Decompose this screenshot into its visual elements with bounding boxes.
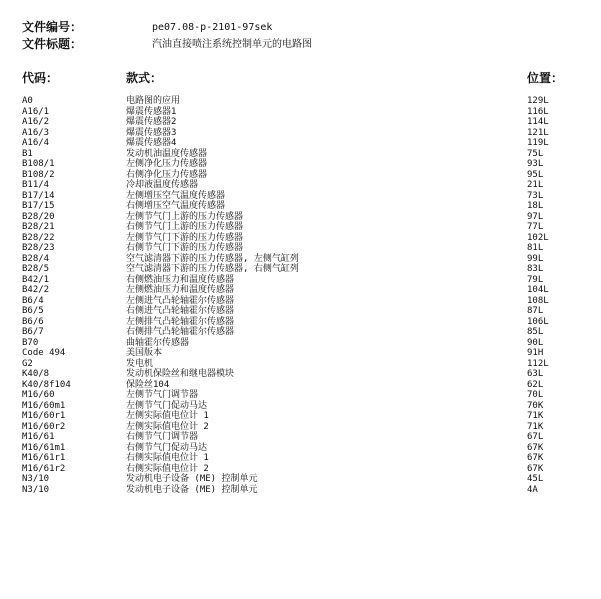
component-code: B28/20 — [22, 211, 55, 222]
component-position: 67K — [527, 442, 544, 453]
table-row — [0, 464, 601, 475]
component-table — [0, 96, 601, 495]
doc-number-value: pe07.08-p-2101-97sek — [152, 22, 273, 33]
component-code: N3/10 — [22, 484, 50, 495]
component-description: 右侧燃油压力和温度传感器 — [126, 274, 235, 285]
component-description: 右侧增压空气温度传感器 — [126, 201, 226, 211]
component-position: 62L — [527, 379, 544, 390]
component-position: 85L — [527, 327, 544, 337]
table-row — [0, 380, 601, 391]
component-description: 保险丝104 — [126, 379, 170, 390]
component-position: 119L — [527, 138, 549, 148]
component-code: B6/5 — [22, 306, 44, 316]
component-code: A16/1 — [22, 106, 50, 117]
component-position: 112L — [527, 358, 549, 369]
component-code: M16/60m1 — [22, 400, 66, 411]
component-code: M16/61m1 — [22, 442, 66, 453]
table-row — [0, 317, 601, 328]
column-header-code: 代码： — [22, 71, 59, 85]
component-description: 左侧节气门调节器 — [126, 390, 199, 400]
component-code: B42/2 — [22, 285, 50, 295]
component-code: B28/5 — [22, 264, 50, 274]
table-row — [0, 348, 601, 359]
component-position: 95L — [527, 169, 544, 180]
table-row — [0, 275, 601, 286]
component-code: Code 494 — [22, 348, 66, 358]
component-code: A16/4 — [22, 138, 50, 148]
component-description: 发电机 — [126, 358, 154, 369]
table-row — [0, 401, 601, 412]
component-description: 左侧燃油压力和温度传感器 — [126, 285, 235, 295]
table-row — [0, 201, 601, 212]
component-code: M16/61 — [22, 432, 55, 442]
component-description: 右侧节气门促动马达 — [126, 442, 208, 453]
table-row — [0, 212, 601, 223]
component-position: 45L — [527, 474, 544, 484]
component-code: B108/1 — [22, 159, 55, 169]
table-row — [0, 180, 601, 191]
component-code: B17/14 — [22, 190, 55, 201]
table-row — [0, 243, 601, 254]
component-description: 右侧节气门上游的压力传感器 — [126, 222, 244, 232]
table-row — [0, 107, 601, 118]
component-code: B28/4 — [22, 253, 50, 264]
component-position: 93L — [527, 159, 544, 169]
component-description: 曲轴霍尔传感器 — [126, 337, 190, 348]
component-position: 91H — [527, 348, 544, 358]
component-position: 114L — [527, 117, 549, 127]
component-code: B1 — [22, 148, 33, 159]
component-position: 116L — [527, 106, 549, 117]
component-description: 爆震传感器1 — [126, 106, 177, 117]
doc-title-value: 汽油直接喷注系统控制单元的电路图 — [152, 39, 312, 50]
component-code: M16/60 — [22, 390, 55, 400]
component-description: 电路图的应用 — [126, 96, 181, 106]
component-description: 发动机保险丝和继电器模块 — [126, 369, 235, 379]
component-code: A16/3 — [22, 127, 50, 138]
component-position: 121L — [527, 127, 549, 138]
table-row — [0, 222, 601, 233]
component-position: 67L — [527, 432, 544, 442]
component-code: M16/60r1 — [22, 411, 66, 421]
component-description: 右侧进气凸轮轴霍尔传感器 — [126, 306, 235, 316]
table-row — [0, 443, 601, 454]
component-description: 左侧增压空气温度传感器 — [126, 190, 226, 201]
table-row — [0, 296, 601, 307]
table-row — [0, 453, 601, 464]
table-row — [0, 338, 601, 349]
component-code: B6/7 — [22, 327, 44, 337]
component-description: 发动机电子设备 (ME) 控制单元 — [126, 474, 258, 484]
table-row — [0, 254, 601, 265]
table-row — [0, 390, 601, 401]
component-description: 左侧实际值电位计 1 — [126, 411, 209, 421]
component-code: B6/4 — [22, 295, 44, 306]
table-row — [0, 170, 601, 181]
table-row — [0, 432, 601, 443]
table-row — [0, 359, 601, 370]
component-description: 左侧节气门上游的压力传感器 — [126, 211, 244, 222]
component-position: 104L — [527, 285, 549, 295]
component-position: 99L — [527, 253, 544, 264]
component-description: 左侧净化压力传感器 — [126, 159, 208, 169]
component-position: 106L — [527, 316, 549, 327]
component-code: B28/21 — [22, 222, 55, 232]
component-description: 发动机油温度传感器 — [126, 148, 208, 159]
component-description: 爆震传感器3 — [126, 127, 177, 138]
component-position: 79L — [527, 274, 544, 285]
component-position: 87L — [527, 306, 544, 316]
component-code: B28/23 — [22, 243, 55, 253]
component-code: B28/22 — [22, 232, 55, 243]
component-code: G2 — [22, 358, 33, 369]
table-row — [0, 411, 601, 422]
component-position: 77L — [527, 222, 544, 232]
table-row — [0, 159, 601, 170]
component-description: 空气滤清器下游的压力传感器, 左侧气缸列 — [126, 253, 299, 264]
component-position: 70K — [527, 400, 544, 411]
component-position: 71K — [527, 411, 544, 421]
table-row — [0, 191, 601, 202]
table-row — [0, 474, 601, 485]
component-description: 发动机电子设备 (ME) 控制单元 — [126, 484, 258, 495]
component-code: M16/60r2 — [22, 421, 66, 432]
table-row — [0, 128, 601, 139]
component-code: B11/4 — [22, 180, 50, 190]
table-row — [0, 369, 601, 380]
component-description: 左侧实际值电位计 2 — [126, 421, 209, 432]
table-row — [0, 96, 601, 107]
table-row — [0, 264, 601, 275]
component-description: 冷却液温度传感器 — [126, 180, 199, 190]
component-description: 美国版本 — [126, 348, 163, 358]
component-position: 75L — [527, 148, 544, 159]
column-header-description: 款式： — [126, 71, 163, 85]
table-row — [0, 422, 601, 433]
table-row — [0, 327, 601, 338]
component-position: 83L — [527, 264, 544, 274]
component-position: 70L — [527, 390, 544, 400]
component-description: 左侧节气门促动马达 — [126, 400, 208, 411]
table-row — [0, 138, 601, 149]
component-code: A0 — [22, 96, 33, 106]
component-code: B70 — [22, 337, 39, 348]
component-position: 67K — [527, 463, 544, 474]
table-row — [0, 306, 601, 317]
component-description: 空气滤清器下游的压力传感器, 右侧气缸列 — [126, 264, 299, 274]
component-description: 左侧排气凸轮轴霍尔传感器 — [126, 316, 235, 327]
component-description: 右侧实际值电位计 2 — [126, 463, 209, 474]
component-description: 右侧实际值电位计 1 — [126, 453, 209, 463]
component-position: 81L — [527, 243, 544, 253]
table-row — [0, 233, 601, 244]
table-row — [0, 149, 601, 160]
component-description: 爆震传感器2 — [126, 117, 177, 127]
component-position: 73L — [527, 190, 544, 201]
component-position: 18L — [527, 201, 544, 211]
doc-number-label: 文件编号： — [22, 20, 83, 34]
component-description: 右侧节气门调节器 — [126, 432, 199, 442]
component-code: M16/61r1 — [22, 453, 66, 463]
component-description: 右侧净化压力传感器 — [126, 169, 208, 180]
component-position: 102L — [527, 232, 549, 243]
component-code: B108/2 — [22, 169, 55, 180]
column-header-position: 位置： — [527, 71, 564, 85]
component-code: N3/10 — [22, 474, 50, 484]
component-description: 左侧节气门下游的压力传感器 — [126, 232, 244, 243]
component-code: B42/1 — [22, 274, 50, 285]
component-code: M16/61r2 — [22, 463, 66, 474]
component-code: K40/8f104 — [22, 379, 71, 390]
component-code: B17/15 — [22, 201, 55, 211]
component-description: 左侧进气凸轮轴霍尔传感器 — [126, 295, 235, 306]
component-position: 67K — [527, 453, 544, 463]
component-position: 21L — [527, 180, 544, 190]
component-position: 4A — [527, 484, 538, 495]
component-description: 右侧排气凸轮轴霍尔传感器 — [126, 327, 235, 337]
component-position: 71K — [527, 421, 544, 432]
table-row — [0, 117, 601, 128]
component-position: 97L — [527, 211, 544, 222]
component-code: K40/8 — [22, 369, 50, 379]
component-description: 爆震传感器4 — [126, 138, 177, 148]
component-code: A16/2 — [22, 117, 50, 127]
doc-title-label: 文件标题： — [22, 37, 83, 51]
component-position: 129L — [527, 96, 549, 106]
component-position: 108L — [527, 295, 549, 306]
table-row — [0, 485, 601, 496]
table-row — [0, 285, 601, 296]
component-description: 右侧节气门下游的压力传感器 — [126, 243, 244, 253]
component-position: 63L — [527, 369, 544, 379]
component-position: 90L — [527, 337, 544, 348]
component-code: B6/6 — [22, 316, 44, 327]
